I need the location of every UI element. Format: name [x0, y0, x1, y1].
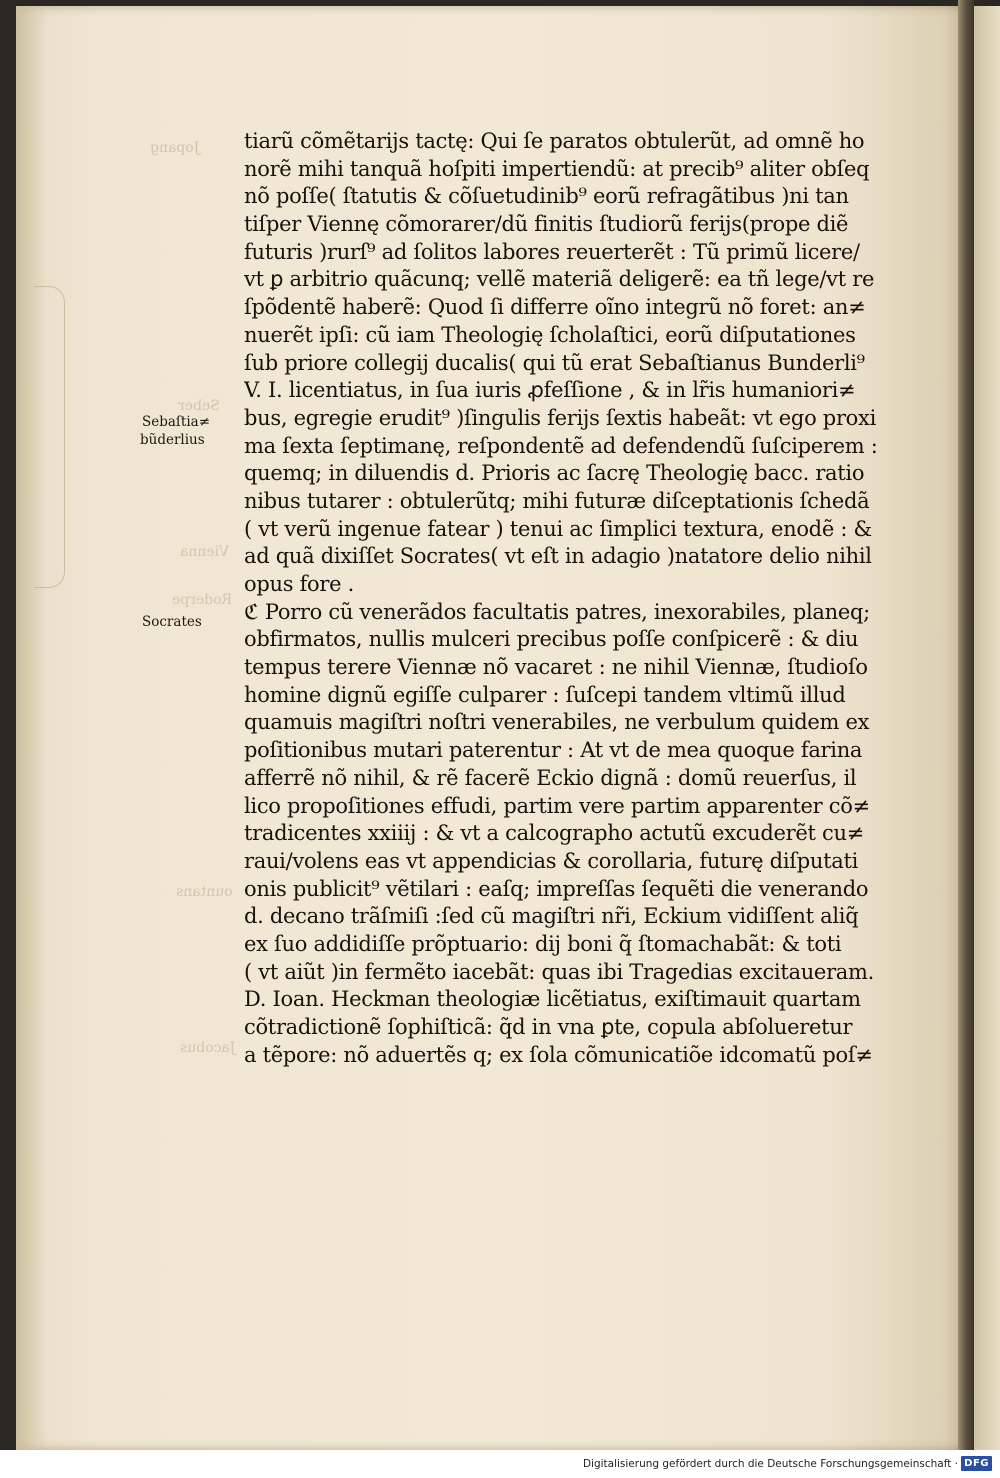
text-line: afferrẽ nõ nihil, & rẽ facerẽ Eckio dignã : domũ reuerſus, il — [244, 765, 857, 790]
text-line: nõ poſſe( ſtatutis & cõſuetudinib⁹ eorũ refragãtibus )ni tan — [244, 184, 849, 209]
text-line: onis publicit⁹ vẽtilari : eaſq; impreſſas ſequẽti die venerando — [244, 876, 869, 901]
text-line: ( vt verũ ingenue fatear ) tenui ac ſimplici textura, enodẽ : & — [244, 516, 872, 541]
text-line: obfirmatos, nullis mulceri precibus poſſe conſpicerẽ : & diu — [244, 627, 859, 652]
main-text-block — [244, 128, 940, 1069]
text-line: raui/volens eas vt appendicias & corollaria, futurę diſputati — [244, 848, 858, 873]
footer-bar — [0, 1450, 1000, 1478]
text-line: poſitionibus mutari paterentur : At vt de mea quoque farina — [244, 738, 863, 763]
text-line: ex ſuo addidiſſe prõptuario: dij boni q̃ ſtomachabãt: & toti — [244, 931, 842, 956]
show-through-text: ountans — [176, 884, 233, 900]
text-line: futuris )rurſ⁹ ad ſolitos labores reuerterẽt : Tũ primũ licere/ — [244, 239, 860, 264]
show-through-text: Vienna — [180, 544, 230, 560]
text-line: bus, egregie erudit⁹ )ſingulis ferijs ſextis habeãt: vt ego proxi — [244, 405, 876, 430]
text-line: ma ſexta ſeptimanę, reſpondentẽ ad defendendũ ſuſciperem : — [244, 433, 878, 458]
text-line: ſpõdentẽ haberẽ: Quod ſi differre oĩno integrũ nõ foret: an≠ — [244, 295, 866, 320]
page-fold-mark — [34, 286, 65, 588]
text-line: tiarũ cõmẽtarijs tactę: Qui ſe paratos obtulerũt, ad omnẽ ho — [244, 129, 865, 153]
margin-note-sebastianus-1: Sebaſtia≠ — [142, 414, 211, 430]
text-line: ſub priore collegij ducalis( qui tũ erat Sebaſtianus Bunderli⁹ — [244, 350, 865, 375]
text-line: ( vt aiũt )in fermẽto iacebãt: quas ibi Tragedias excitaueram. — [244, 959, 875, 984]
show-through-text: Jopang — [150, 140, 200, 156]
text-line: opus fore . — [244, 572, 354, 596]
text-line: a tẽpore: nõ aduertẽs q; ex ſola cõmunicatiõe idcomatũ poſ≠ — [244, 1042, 873, 1067]
dfg-logo: DFG — [961, 1456, 992, 1471]
digitization-credit: Digitalisierung gefördert durch die Deutsche Forschungsgemeinschaft · — [582, 1458, 958, 1470]
margin-note-socrates: Socrates — [142, 614, 202, 630]
text-line: D. Ioan. Heckman theologiæ licẽtiatus, exiſtimauit quartam — [244, 987, 861, 1012]
show-through-text: Seber — [178, 398, 220, 414]
text-line: ℭ Porro cũ venerãdos facultatis patres, inexorabiles, planeq; — [244, 599, 870, 624]
show-through-text: Roderpe — [172, 592, 233, 608]
text-line: tradicentes xxiiij : & vt a calcographo actutũ excuderẽt cu≠ — [244, 821, 864, 846]
text-line: lico propoſitiones effudi, partim vere partim apparenter cõ≠ — [244, 793, 870, 818]
text-line: cõtradictionẽ ſophiſticã: q̃d in vna ꝑte, copula abſolueretur — [244, 1015, 853, 1039]
text-line: V. I. licentiatus, in ſua iuris ꝓfeſſione , & in lr̃is humaniori≠ — [244, 378, 856, 403]
text-line: tempus terere Viennæ nõ vacaret : ne nihil Viennæ, ſtudioſo — [244, 655, 868, 680]
text-line: quamuis magiſtri noſtri venerabiles, ne verbulum quidem ex — [244, 710, 870, 735]
text-line: nuerẽt ipſi: cũ iam Theologię ſcholaſtici, eorũ diſputationes — [244, 322, 856, 347]
text-line: tiſper Viennę cõmorarer/dũ finitis ſtudiorũ ferijs(prope diẽ — [244, 212, 849, 237]
text-line: ad quã dixiſſet Socrates( vt eſt in adagio )natatore delio nihil — [244, 544, 872, 569]
text-line: nibus tutarer : obtulerũtq; mihi futuræ diſceptationis ſchedã — [244, 488, 870, 513]
text-line: norẽ mihi tanquã hoſpiti impertiendũ: at precib⁹ aliter obſeq — [244, 156, 870, 181]
text-line: vt ꝑ arbitrio quãcunq; vellẽ materiã deligerẽ: ea tñ lege/vt re — [244, 267, 875, 292]
show-through-text: Jacobus — [180, 1040, 236, 1056]
margin-note-sebastianus-2: bũderlius — [140, 432, 205, 448]
text-line: quemq; in diluendis d. Prioris ac ſacrę Theologię bacc. ratio — [244, 461, 865, 486]
text-line: d. decano trãſmiſi :ſed cũ magiſtri nr̃i, Eckium vidiſſent aliq̃ — [244, 904, 859, 929]
book-gutter — [958, 0, 974, 1450]
text-line: homine dignũ egiſſe culparer : ſuſcepi tandem vltimũ illud — [244, 682, 846, 707]
adjacent-page-edge — [974, 6, 1000, 1450]
